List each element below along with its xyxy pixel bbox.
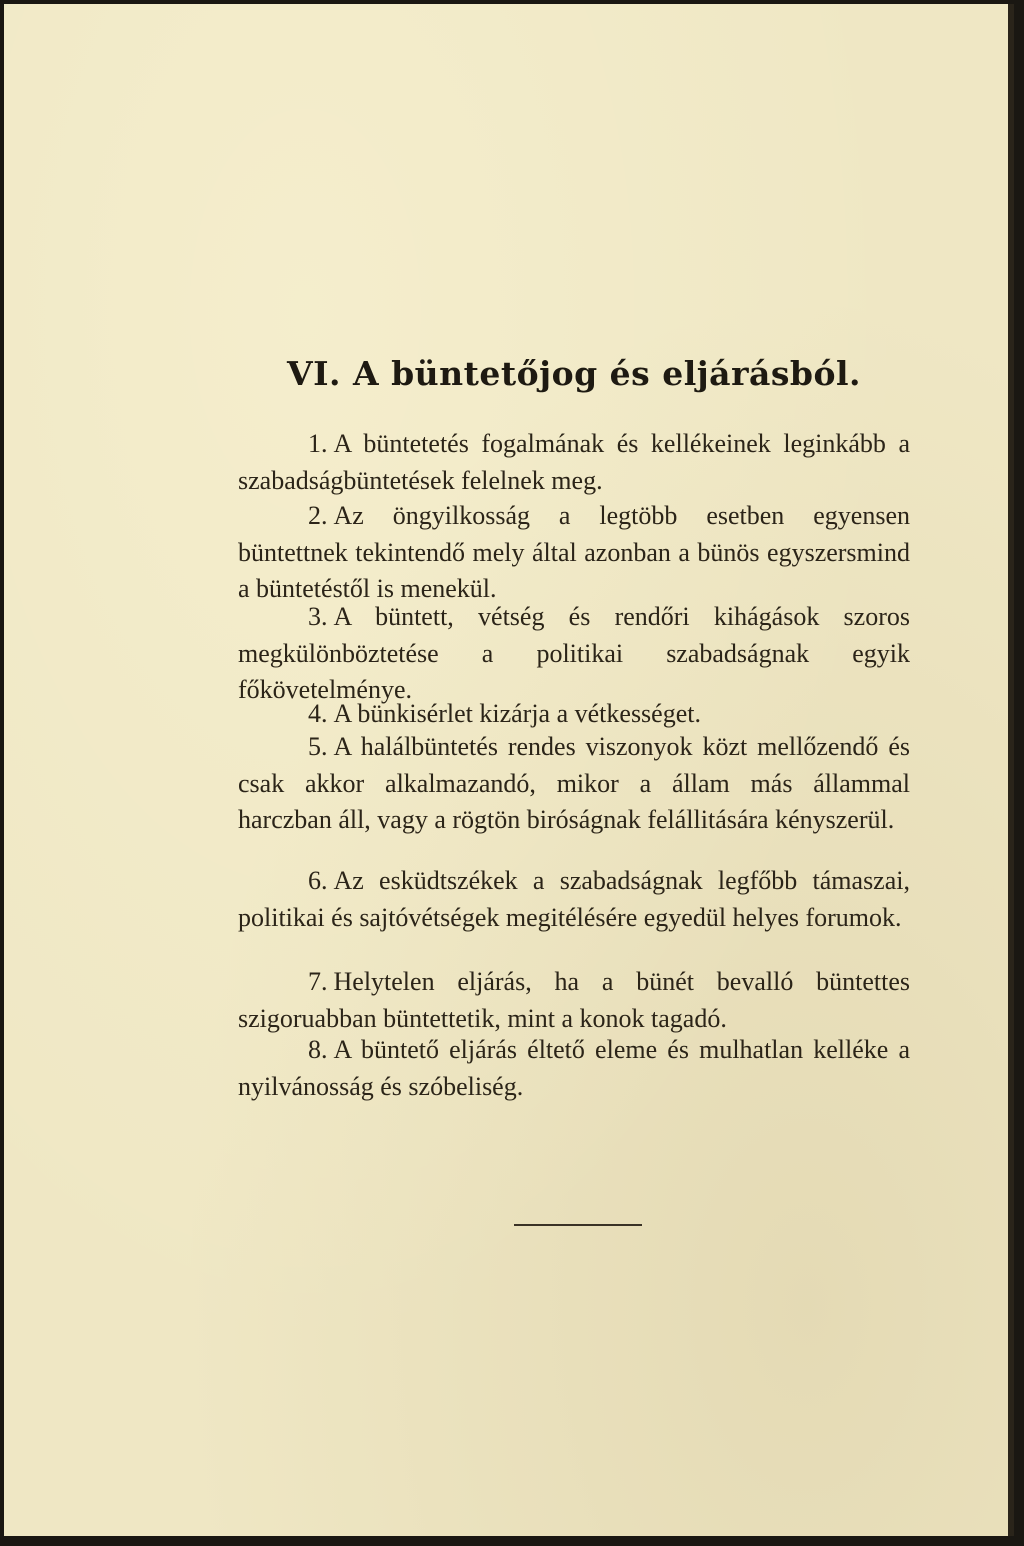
item-text: A halálbüntetés rendes viszonyok közt mellőzendő és csak akkor alkalmazandó, mikor a állam más állammal harczban áll, vagy a rögtön biróságnak felállitására kényszerül. xyxy=(238,732,910,834)
list-item xyxy=(238,696,910,733)
list-item xyxy=(238,964,910,1037)
item-number: 6. xyxy=(308,866,328,895)
item-number: 2. xyxy=(308,501,328,530)
list-item xyxy=(238,498,910,608)
document-page xyxy=(4,4,1014,1536)
item-text: Az esküdtszékek a szabadságnak legfőbb támaszai, politikai és sajtóvétségek megitélésére egyedül helyes forumok. xyxy=(238,866,910,932)
list-item xyxy=(238,863,910,936)
item-text: A büntetetés fogalmának és kellékeinek leginkább a szabadságbüntetések felelnek meg. xyxy=(238,429,910,495)
item-text: A büntető eljárás éltető eleme és mulhatlan kelléke a nyilvánosság és szóbeliség. xyxy=(238,1035,910,1101)
item-number: 8. xyxy=(308,1035,328,1064)
list-item xyxy=(238,1032,910,1105)
list-item xyxy=(238,426,910,499)
item-text: A bünkisérlet kizárja a vétkességet. xyxy=(333,699,701,728)
item-number: 1. xyxy=(308,429,328,458)
end-rule xyxy=(514,1224,642,1226)
item-number: 3. xyxy=(308,602,328,631)
item-text: Az öngyilkosság a legtöbb esetben egyensen büntettnek tekintendő mely által azonban a bünös egyszersmind a büntetéstől is menekül. xyxy=(238,501,910,603)
item-number: 7. xyxy=(308,967,328,996)
section-heading: VI. A büntetőjog és eljárásból. xyxy=(286,354,862,393)
item-number: 4. xyxy=(308,699,328,728)
list-item xyxy=(238,729,910,839)
item-text: A büntett, vétség és rendőri kihágások szoros megkülönböztetése a politikai szabadságnak egyik főkövetelménye. xyxy=(238,602,910,704)
item-number: 5. xyxy=(308,732,328,761)
item-text: Helytelen eljárás, ha a bünét bevalló büntettes szigoruabban büntettetik, mint a konok tagadó. xyxy=(238,967,910,1033)
list-item xyxy=(238,599,910,709)
